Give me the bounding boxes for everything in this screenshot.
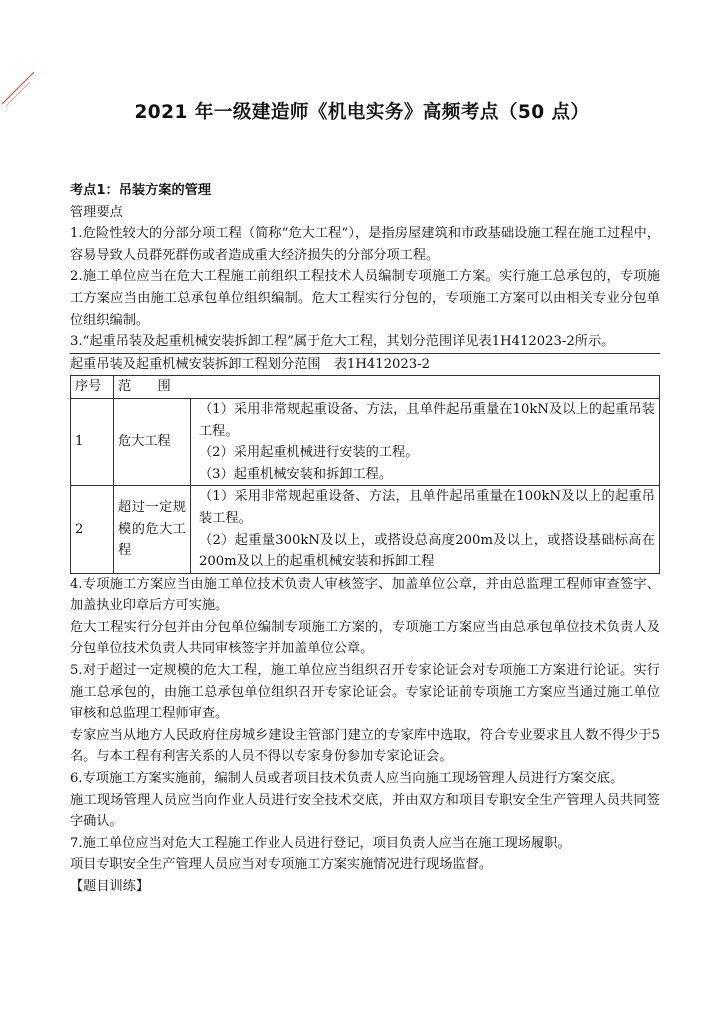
row-category: 危大工程 [114,398,191,485]
paragraph-6: 5.对于超过一定规模的危大工程，施工单位应当组织召开专家论证会对专项施工方案进行论证。实行施工总承包的，由施工总承包单位组织召开专家论证会。专家论证前专项施工方案应当通过施工单位审核和总监理工程师审查。 [70,663,660,722]
row-no: 2 [71,486,114,573]
table-caption: 起重吊装及起重机械安装拆卸工程划分范围 表1H412023-2 [70,353,660,376]
row-range [191,398,660,485]
scope-table [70,375,660,573]
range-item: （2）采用起重机械进行安装的工程。 [199,445,419,461]
paragraph-8: 6.专项施工方案实施前，编制人员或者项目技术负责人应当向施工现场管理人员进行方案交底。 [70,771,624,787]
paragraph-7: 专家应当从地方人民政府住房城乡建设主管部门建立的专家库中选取，符合专业要求且人数不得少于5名。与本工程有利害关系的人员不得以专家身份参加专家论证会。 [70,727,660,765]
row-no: 1 [71,398,114,485]
page-title: 2021 年一级建造师《机电实务》高频考点（50 点） [134,102,590,123]
section-heading: 考点1：吊装方案的管理 [70,183,212,198]
range-item: （1）采用非常规起重设备、方法，且单件起吊重量在10kN及以上的起重吊装工程。 [199,401,655,439]
table-header-row [71,376,660,399]
document-body [70,180,660,898]
header-range: 范 围 [114,376,660,399]
section-subheading: 管理要点 [70,204,123,220]
table-row [71,486,660,573]
row-category: 超过一定规模的危大工程 [114,486,191,573]
paragraph-9: 施工现场管理人员应当向作业人员进行安全技术交底，并由双方和项目专职安全生产管理人员共同签字确认。 [70,792,660,830]
range-item: （3）起重机械安装和拆卸工程。 [199,466,393,482]
header-no: 序号 [71,376,114,399]
table-row [71,398,660,485]
paragraph-3: 3.“起重吊装及起重机械安装拆卸工程”属于危大工程，其划分范围详见表1H412023-2所示。 [70,334,615,350]
row-range [191,486,660,573]
paragraph-1: 1.危险性较大的分部分项工程（简称“危大工程”），是指房屋建筑和市政基础设施工程在施工过程中，容易导致人员群死群伤或者造成重大经济损失的分部分项工程。 [70,226,660,263]
paragraph-5: 危大工程实行分包并由分包单位编制专项施工方案的，专项施工方案应当由总承包单位技术负责人及分包单位技术负责人共同审核签字并加盖单位公章。 [70,619,660,657]
paragraph-4: 4.专项施工方案应当由施工单位技术负责人审核签字、加盖单位公章，并由总监理工程师审查签字、加盖执业印章后方可实施。 [70,576,660,614]
paragraph-10: 7.施工单位应当对危大工程施工作业人员进行登记，项目负责人应当在施工现场履职。 [70,835,571,851]
paragraph-2: 2.施工单位应当在危大工程施工前组织工程技术人员编制专项施工方案。实行施工总承包的，专项施工方案应当由施工总承包单位组织编制。危大工程实行分包的，专项施工方案可以由相关专业分包单位组织编制。 [70,269,660,328]
exercise-heading: 【题目训练】 [70,879,150,894]
paragraph-11: 项目专职安全生产管理人员应当对专项施工方案实施情况进行现场监督。 [70,857,492,873]
range-item: （2）起重量300kN及以上，或搭设总高度200m及以上，或搭设基础标高在200m及以上的起重机械安装和拆卸工程 [199,532,655,570]
range-item: （1）采用非常规起重设备、方法，且单件起吊重量在100kN及以上的起重吊装工程。 [199,489,655,526]
